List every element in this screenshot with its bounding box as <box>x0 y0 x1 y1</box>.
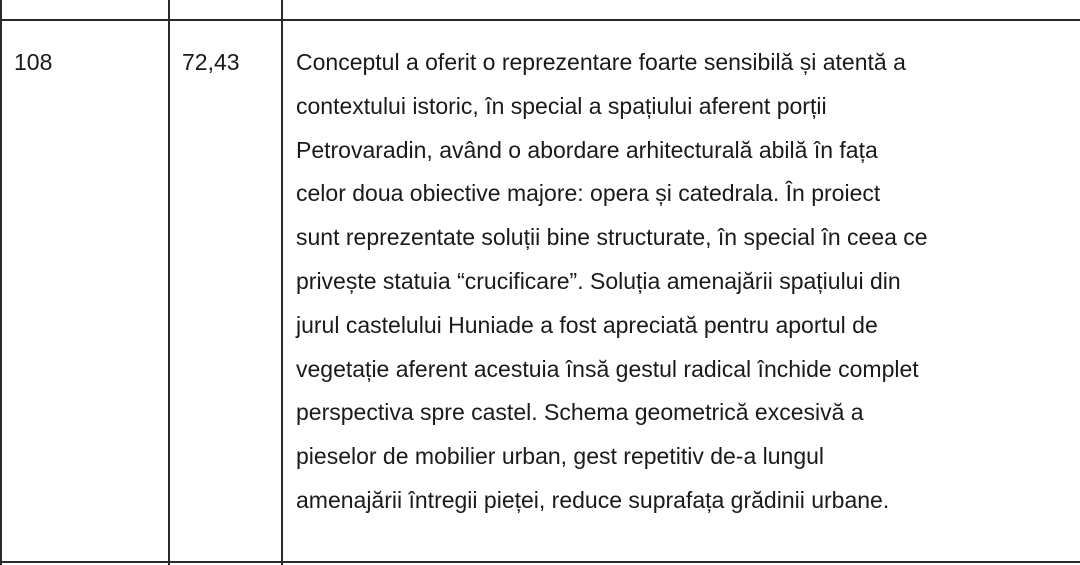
comment-line: amenajării întregii pieței, reduce suprafața grădinii urbane. <box>296 486 890 513</box>
table-column-divider-1 <box>168 0 170 565</box>
table-column-divider-2 <box>281 0 283 565</box>
comment-line: contextului istoric, în special a spațiului aferent porții <box>296 92 827 119</box>
comment-line: Conceptul a oferit o reprezentare foarte sensibilă și atentă a <box>296 49 906 75</box>
table-row-divider-top <box>0 19 1080 21</box>
table-cell-comment <box>296 41 928 523</box>
table-row-divider-bottom <box>0 561 1080 563</box>
comment-line: celor doua obiective majore: opera și catedrala. În proiect <box>296 180 881 207</box>
comment-line: privește statuia “crucificare”. Soluția amenajării spațiului din <box>296 267 901 294</box>
comment-line: vegetație aferent acestuia însă gestul radical închide complet <box>296 355 919 382</box>
comment-line: jurul castelului Huniade a fost apreciată pentru aportul de <box>296 311 878 338</box>
comment-line: sunt reprezentate soluții bine structurate, în special în ceea ce <box>296 224 928 251</box>
comment-line: perspectiva spre castel. Schema geometrică excesivă a <box>296 399 864 426</box>
table-border-left <box>0 0 2 565</box>
table-cell-project-number: 108 <box>14 49 53 75</box>
comment-line: Petrovaradin, având o abordare arhitecturală abilă în fața <box>296 136 878 163</box>
table-cell-score: 72,43 <box>182 49 240 75</box>
comment-line: pieselor de mobilier urban, gest repetitiv de-a lungul <box>296 443 825 470</box>
